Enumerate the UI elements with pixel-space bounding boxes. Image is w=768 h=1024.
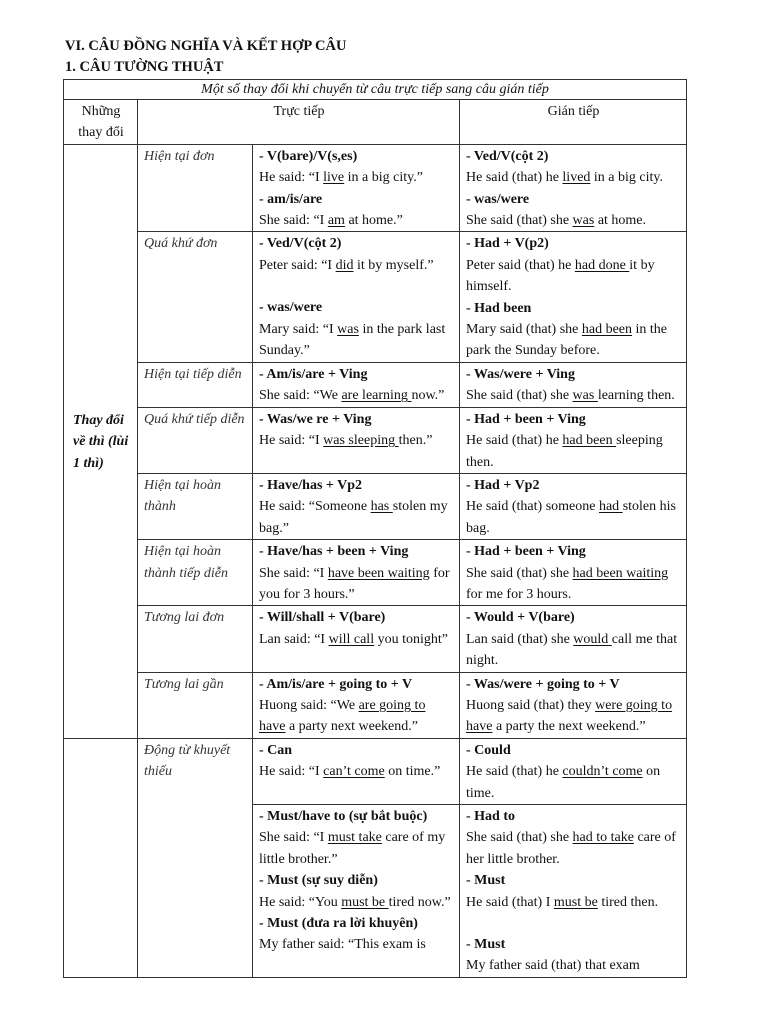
indirect-cell: - Would + V(bare) Lan said (that) she would call me that night.: [460, 606, 687, 672]
direct-cell: - V(bare)/V(s,es) He said: “I live in a big city.” - am/is/are She said: “I am at home.”: [253, 144, 460, 232]
tense-label: Hiện tại tiếp diễn: [138, 362, 253, 407]
indirect-cell: - Ved/V(cột 2) He said (that) he lived in a big city. - was/were She said (that) she was at home.: [460, 144, 687, 232]
subsection-title: 1. CÂU TƯỜNG THUẬT: [65, 59, 224, 75]
indirect-cell: - Could He said (that) he couldn’t come on time.: [460, 738, 687, 804]
direct-cell: - Must/have to (sự bắt buộc) She said: “I must take care of my little brother.” - Must (sự suy diễn) He said: “You must be tired now.” - Must (đưa ra lời khuyên) My father said: “This exam is: [253, 805, 460, 978]
tense-label: Hiện tại hoàn thành: [138, 473, 253, 539]
table-row: [64, 672, 687, 738]
table-row: [64, 540, 687, 606]
header-indirect: Gián tiếp: [460, 100, 687, 145]
table-row: [64, 362, 687, 407]
table-row: [64, 144, 687, 232]
tense-label: Quá khứ tiếp diễn: [138, 407, 253, 473]
tense-label: Hiện tại đơn: [138, 144, 253, 232]
tense-label: Quá khứ đơn: [138, 232, 253, 362]
direct-cell: - Was/we re + Ving He said: “I was sleeping then.”: [253, 407, 460, 473]
indirect-cell: - Had + been + Ving He said (that) he had been sleeping then.: [460, 407, 687, 473]
reported-speech-table: [63, 79, 687, 978]
table-row: [64, 738, 687, 804]
section-title: VI. CÂU ĐỒNG NGHĨA VÀ KẾT HỢP CÂU: [65, 38, 347, 54]
direct-cell: - Ved/V(cột 2) Peter said: “I did it by myself.” - was/were Mary said: “I was in the park last Sunday.”: [253, 232, 460, 362]
direct-cell: - Am/is/are + Ving She said: “We are learning now.”: [253, 362, 460, 407]
tense-label: Tương lai gần: [138, 672, 253, 738]
header-changes: Những thay đổi: [64, 100, 138, 145]
tense-label: Hiện tại hoàn thành tiếp diễn: [138, 540, 253, 606]
tense-label: Động từ khuyết thiếu: [138, 738, 253, 977]
header-direct: Trực tiếp: [138, 100, 460, 145]
indirect-cell: - Had + been + Ving She said (that) she had been waiting for me for 3 hours.: [460, 540, 687, 606]
table-row: [64, 606, 687, 672]
table-row: [64, 473, 687, 539]
direct-cell: - Have/has + Vp2 He said: “Someone has stolen my bag.”: [253, 473, 460, 539]
indirect-cell: - Had to She said (that) she had to take care of her little brother. - Must He said (that) I must be tired then. - Must My father said (that) that exam: [460, 805, 687, 978]
indirect-cell: - Had + Vp2 He said (that) someone had stolen his bag.: [460, 473, 687, 539]
direct-cell: - Can He said: “I can’t come on time.”: [253, 738, 460, 804]
indirect-cell: - Had + V(p2) Peter said (that) he had done it by himself. - Had been Mary said (that) she had been in the park the Sunday before.: [460, 232, 687, 362]
indirect-cell: - Was/were + going to + V Huong said (that) they were going to have a party the next weekend.”: [460, 672, 687, 738]
tense-label: Tương lai đơn: [138, 606, 253, 672]
direct-cell: - Have/has + been + Ving She said: “I have been waiting for you for 3 hours.”: [253, 540, 460, 606]
indirect-cell: - Was/were + Ving She said (that) she was learning then.: [460, 362, 687, 407]
table-caption: Một số thay đổi khi chuyển từ câu trực tiếp sang câu gián tiếp: [64, 80, 687, 100]
direct-cell: - Will/shall + V(bare) Lan said: “I will call you tonight”: [253, 606, 460, 672]
direct-cell: - Am/is/are + going to + V Huong said: “We are going to have a party next weekend.”: [253, 672, 460, 738]
group-label-empty: [64, 738, 138, 977]
group-label-tense: Thay đổi về thì (lùi 1 thì): [64, 144, 138, 738]
table-row: [64, 407, 687, 473]
table-row: [64, 232, 687, 362]
